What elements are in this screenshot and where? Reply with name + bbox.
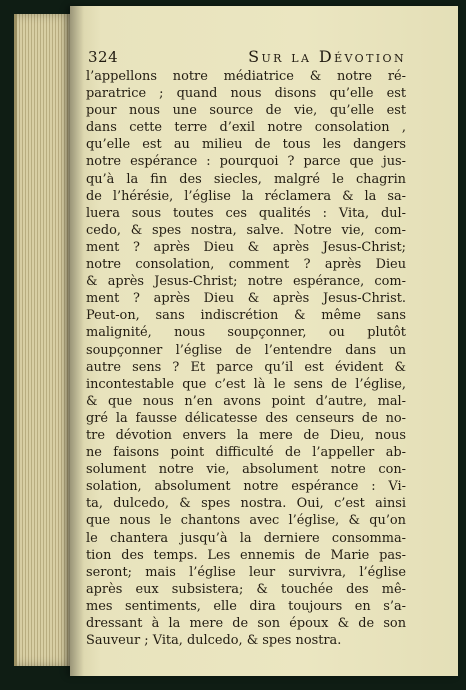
page-number: 324 bbox=[88, 48, 119, 66]
text-line: ment ? après Dieu & après Jesus-Christ. bbox=[86, 291, 406, 307]
body-text bbox=[86, 68, 406, 649]
text-line: notre consolation, comment ? après Dieu bbox=[86, 257, 406, 273]
text-line: qu’à la fin des siecles, malgré le chagrin bbox=[86, 171, 406, 187]
text-line: dressant à la mere de son époux & de son bbox=[86, 616, 406, 631]
text-line: luera sous toutes ces qualités : Vita, dul- bbox=[86, 205, 406, 221]
text-line: & que nous n’en avons point d’autre, mal- bbox=[86, 393, 406, 409]
text-line: Sauveur ; Vita, dulcedo, & spes nostra. bbox=[86, 633, 342, 649]
text-line: seront; mais l’église leur survivra, l’église bbox=[86, 564, 406, 580]
text-line: soupçonner l’église de l’entendre dans un bbox=[86, 342, 406, 358]
spine-shadow bbox=[70, 6, 84, 676]
text-line: gré la fausse délicatesse des censeurs de no- bbox=[86, 410, 406, 426]
text-line: paratrice ; quand nous disons qu’elle est bbox=[86, 86, 406, 102]
text-line: malignité, nous soupçonner, ou plutôt bbox=[86, 325, 406, 341]
text-line: incontestable que c’est là le sens de l’église, bbox=[86, 376, 406, 392]
text-line: autre sens ? Et parce qu’il est évident & bbox=[86, 359, 406, 375]
text-line: & après Jesus-Christ; notre espérance, com- bbox=[86, 274, 406, 290]
text-line: après eux subsistera; & touchée des mê- bbox=[86, 581, 406, 597]
text-line: de l’hérésie, l’église la réclamera & la sa- bbox=[86, 188, 406, 204]
text-line: l’appellons notre médiatrice & notre ré- bbox=[86, 69, 406, 84]
page-header bbox=[88, 44, 406, 66]
text-line: qu’elle est au milieu de tous les dangers bbox=[86, 137, 406, 153]
text-line: mes sentiments, elle dira toujours en s’a- bbox=[86, 598, 406, 614]
text-block bbox=[86, 44, 406, 649]
text-line: dans cette terre d’exil notre consolation , bbox=[86, 120, 406, 136]
text-line: le chantera jusqu’à la derniere consomma- bbox=[86, 530, 406, 546]
text-line: tre dévotion envers la mere de Dieu, nous bbox=[86, 427, 406, 443]
text-line: ne faisons point difficulté de l’appeller ab- bbox=[86, 445, 406, 461]
text-line: cedo, & spes nostra, salve. Notre vie, com- bbox=[86, 222, 406, 238]
text-line: solument notre vie, absolument notre con- bbox=[86, 462, 406, 478]
page-edges bbox=[14, 14, 73, 666]
text-line: Peut-on, sans indiscrétion & même sans bbox=[86, 308, 406, 324]
text-line: notre espérance : pourquoi ? parce que jus- bbox=[86, 154, 406, 170]
running-title: Sur la Dévotion bbox=[248, 47, 406, 66]
text-line: tion des temps. Les ennemis de Marie pas- bbox=[86, 547, 406, 563]
text-line: solation, absolument notre espérance : Vi- bbox=[86, 479, 406, 495]
text-line: ment ? après Dieu & après Jesus-Christ; bbox=[86, 239, 406, 255]
text-line: ta, dulcedo, & spes nostra. Oui, c’est ainsi bbox=[86, 496, 406, 512]
text-line: pour nous une source de vie, qu’elle est bbox=[86, 103, 406, 119]
text-line: que nous le chantons avec l’église, & qu’on bbox=[86, 513, 406, 529]
